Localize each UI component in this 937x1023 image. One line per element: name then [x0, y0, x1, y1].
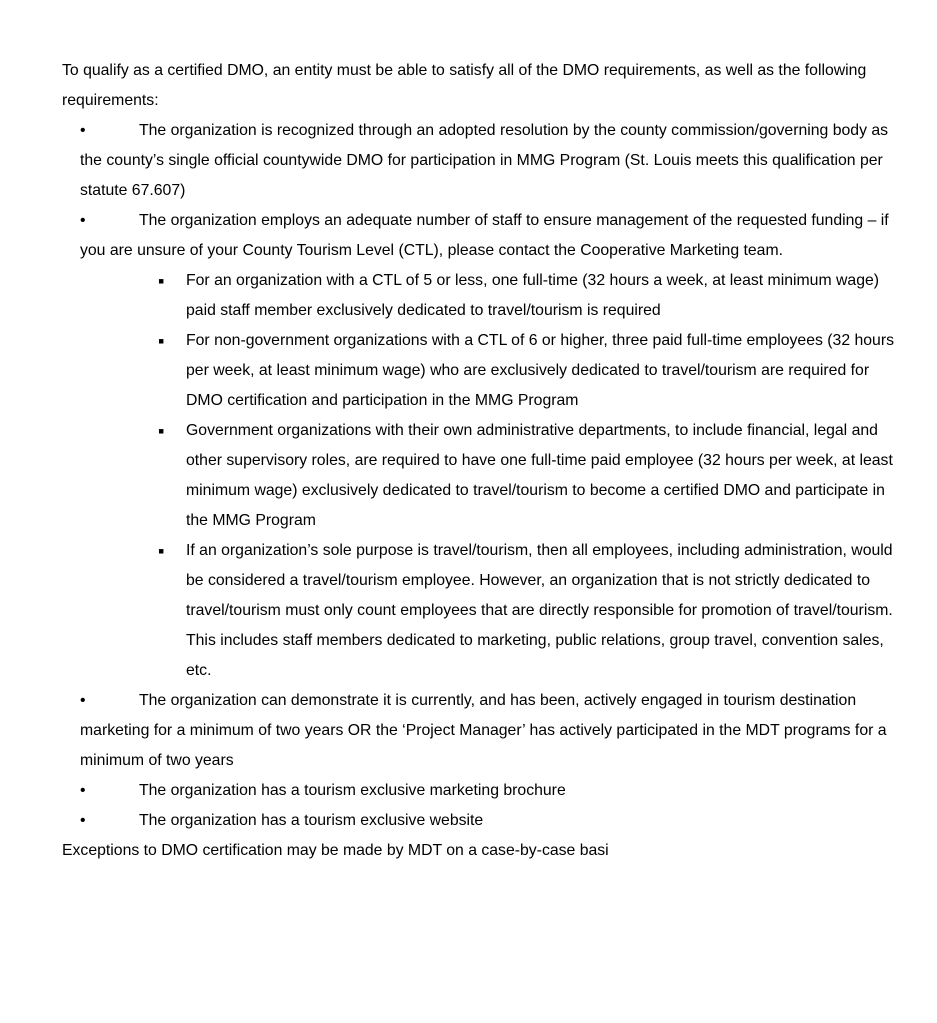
square-bullet-icon: ▪ — [158, 421, 165, 441]
sub-bullet-item-4 — [158, 536, 900, 686]
bullet-item-5 — [80, 806, 900, 836]
intro-paragraph: To qualify as a certified DMO, an entity must be able to satisfy all of the DMO requirements, as well as the following requirements: — [62, 62, 867, 109]
bullet-text: The organization has a tourism exclusive marketing brochure — [139, 782, 566, 799]
bullet-text: Government organizations with their own administrative departments, to include financial, legal and other supervisory roles, are required to have one full-time paid employee (32 hours per week, at least minimum wage) exclusively dedicated to travel/⁠tourism to become a certified DMO and participate in the MMG Program — [186, 422, 893, 529]
bullet-text: The organization can demonstrate it is currently, and has been, actively engaged in tourism destination marketing for a minimum of two years OR the ‘Project Manager’ has actively participated in the MDT programs for a minimum of two years — [80, 692, 887, 769]
round-bullet-icon: • — [80, 782, 86, 799]
bullet-item-4 — [80, 776, 900, 806]
bullet-item-2 — [80, 206, 900, 266]
round-bullet-icon: • — [80, 692, 86, 709]
closing-paragraph: Exceptions to DMO certification may be made by MDT on a case-by-case basi — [62, 842, 609, 859]
square-bullet-icon: ▪ — [158, 271, 165, 291]
bullet-item-3 — [80, 686, 900, 776]
sub-bullet-item-1 — [158, 266, 900, 326]
round-bullet-icon: • — [80, 122, 86, 139]
square-bullet-icon: ▪ — [158, 331, 165, 351]
bullet-text: The organization employs an adequate number of staff to ensure management of the requested funding – if you are unsure of your County Tourism Level (CTL), please contact the Cooperative Marketing team. — [80, 212, 889, 259]
square-bullet-icon: ▪ — [158, 541, 165, 561]
bullet-text: For an organization with a CTL of 5 or less, one full-time (32 hours a week, at least minimum wage) paid staff member exclusively dedicated to travel/⁠tourism is required — [186, 272, 880, 319]
bullet-text: The organization has a tourism exclusive website — [139, 812, 484, 829]
bullet-text: The organization is recognized through an adopted resolution by the county commission/⁠governing body as the county’s single official countywide DMO for participation in MMG Program (St. Louis meets this qualification per statute 67.607) — [80, 122, 889, 199]
round-bullet-icon: • — [80, 212, 86, 229]
bullet-text: For non-government organizations with a CTL of 6 or higher, three paid full-time employees (32 hours per week, at least minimum wage) who are exclusively dedicated to travel/⁠tourism are required for DMO certification and participation in the MMG Program — [186, 332, 895, 409]
round-bullet-icon: • — [80, 812, 86, 829]
sub-bullet-item-2 — [158, 326, 900, 416]
sub-bullet-item-3 — [158, 416, 900, 536]
bullet-item-1 — [80, 116, 900, 206]
bullet-text: If an organization’s sole purpose is travel/⁠tourism, then all employees, including administration, would be considered a travel/⁠tourism employee. However, an organization that is not strictly dedicated to travel/⁠tourism must only count employees that are directly responsible for promotion of travel/⁠tourism. This includes staff members dedicated to marketing, public relations, group travel, convention sales, etc. — [186, 542, 893, 679]
